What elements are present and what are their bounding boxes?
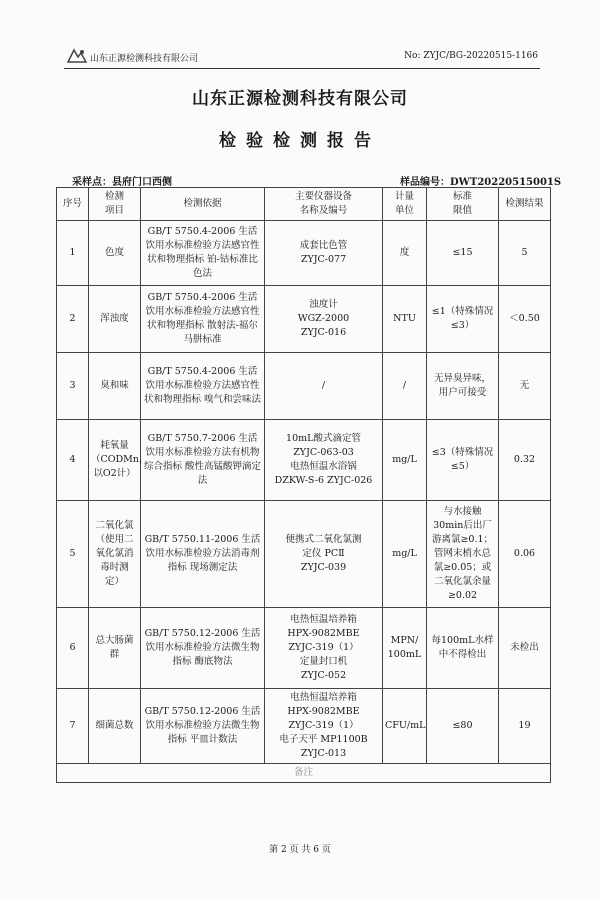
company-title: 山东正源检测科技有限公司: [192, 89, 408, 109]
table-row: [57, 689, 551, 764]
notes-row: [57, 764, 551, 783]
row-item: 浑浊度: [89, 286, 141, 353]
row-item: 总大肠菌 群: [89, 608, 141, 689]
row-item: 臭和味: [89, 353, 141, 420]
row-equipment: 电热恒温培养箱 HPX-9082MBE ZYJC-319（1） 定量封口机 ZYJC-052: [265, 608, 383, 689]
report-number: No: ZYJC/BG-20220515-1166: [404, 51, 538, 61]
row-limit: ≤1（特殊情况≤3）: [427, 286, 499, 353]
sample-number: 样品编号：DWT20220515001S: [400, 177, 562, 188]
row-method: GB/T 5750.7-2006 生活饮用水标准检验方法有机物综合指标 酸性高锰酸钾滴定法: [141, 420, 265, 501]
row-unit: NTU: [383, 286, 427, 353]
col-header-unit: 计量 单位: [383, 188, 427, 221]
row-limit: ≤3（特殊情况≤5）: [427, 420, 499, 501]
col-header-method: 检测依据: [141, 188, 265, 221]
row-no: 5: [57, 501, 89, 608]
header-company-name: 山东正源检测科技有限公司: [90, 54, 199, 64]
row-limit: ≤15: [427, 221, 499, 286]
col-header-item: 检测 项目: [89, 188, 141, 221]
table-row: [57, 353, 551, 420]
row-limit: 每100mL水样 中不得检出: [427, 608, 499, 689]
row-no: 1: [57, 221, 89, 286]
row-unit: mg/L: [383, 420, 427, 501]
table-row: [57, 501, 551, 608]
row-no: 2: [57, 286, 89, 353]
row-no: 4: [57, 420, 89, 501]
row-result: 0.06: [499, 501, 551, 608]
col-header-no: 序号: [57, 188, 89, 221]
row-item: 耗氧量 （CODMn， 以O2计）: [89, 420, 141, 501]
row-method: GB/T 5750.11-2006 生活饮用水标准检验方法消毒剂指标 现场测定法: [141, 501, 265, 608]
row-result: 19: [499, 689, 551, 764]
row-equipment: 成套比色管 ZYJC-077: [265, 221, 383, 286]
table-row: [57, 221, 551, 286]
notes-label: 备注: [57, 764, 551, 783]
row-limit: 与水接触 30min后出厂 游离氯≥0.1； 管网末梢水总 氯≥0.05；或 二氧化氯余量 ≥0.02: [427, 501, 499, 608]
row-equipment: 便携式二氧化氯测 定仪 PCⅡ ZYJC-039: [265, 501, 383, 608]
row-method: GB/T 5750.4-2006 生活饮用水标准检验方法感官性状和物理指标 嗅气和尝味法: [141, 353, 265, 420]
row-equipment: 10mL酸式滴定管 ZYJC-063-03 电热恒温水浴锅 DZKW-S-6 ZYJC-026: [265, 420, 383, 501]
row-result: 无: [499, 353, 551, 420]
row-unit: MPN/ 100mL: [383, 608, 427, 689]
row-no: 3: [57, 353, 89, 420]
document-title: 检验检测报告: [219, 131, 381, 151]
table-header-row: [57, 188, 551, 221]
results-table: [56, 187, 551, 783]
row-result: 5: [499, 221, 551, 286]
company-logo-icon: [66, 48, 88, 64]
row-method: GB/T 5750.12-2006 生活饮用水标准检验方法微生物指标 平皿计数法: [141, 689, 265, 764]
row-unit: 度: [383, 221, 427, 286]
col-header-result: 检测结果: [499, 188, 551, 221]
row-item: 细菌总数: [89, 689, 141, 764]
table-row: [57, 286, 551, 353]
row-item: 二氧化氯 （使用二 氧化氯消 毒时测 定）: [89, 501, 141, 608]
table-row: [57, 420, 551, 501]
row-unit: /: [383, 353, 427, 420]
page-number: 第 2 页 共 6 页: [269, 845, 331, 855]
row-method: GB/T 5750.4-2006 生活饮用水标准检验方法感官性状和物理指标 铂-钴标准比色法: [141, 221, 265, 286]
sampling-site: 采样点：县府门口西侧: [72, 177, 172, 188]
row-no: 7: [57, 689, 89, 764]
col-header-limit: 标准 限值: [427, 188, 499, 221]
row-method: GB/T 5750.12-2006 生活饮用水标准检验方法微生物指标 酶底物法: [141, 608, 265, 689]
row-unit: mg/L: [383, 501, 427, 608]
row-equipment: /: [265, 353, 383, 420]
col-header-equipment: 主要仪器设备 名称及编号: [265, 188, 383, 221]
table-row: [57, 608, 551, 689]
row-item: 色度: [89, 221, 141, 286]
row-equipment: 浊度计 WGZ-2000 ZYJC-016: [265, 286, 383, 353]
row-limit: 无异臭异味， 用户可接受: [427, 353, 499, 420]
row-result: 未检出: [499, 608, 551, 689]
row-method: GB/T 5750.4-2006 生活饮用水标准检验方法感官性状和物理指标 散射法-福尔马肼标准: [141, 286, 265, 353]
row-result: ＜0.50: [499, 286, 551, 353]
row-equipment: 电热恒温培养箱 HPX-9082MBE ZYJC-319（1） 电子天平 MP1100B ZYJC-013: [265, 689, 383, 764]
row-unit: CFU/mL: [383, 689, 427, 764]
row-result: 0.32: [499, 420, 551, 501]
page-header: [64, 46, 540, 69]
row-no: 6: [57, 608, 89, 689]
row-limit: ≤80: [427, 689, 499, 764]
